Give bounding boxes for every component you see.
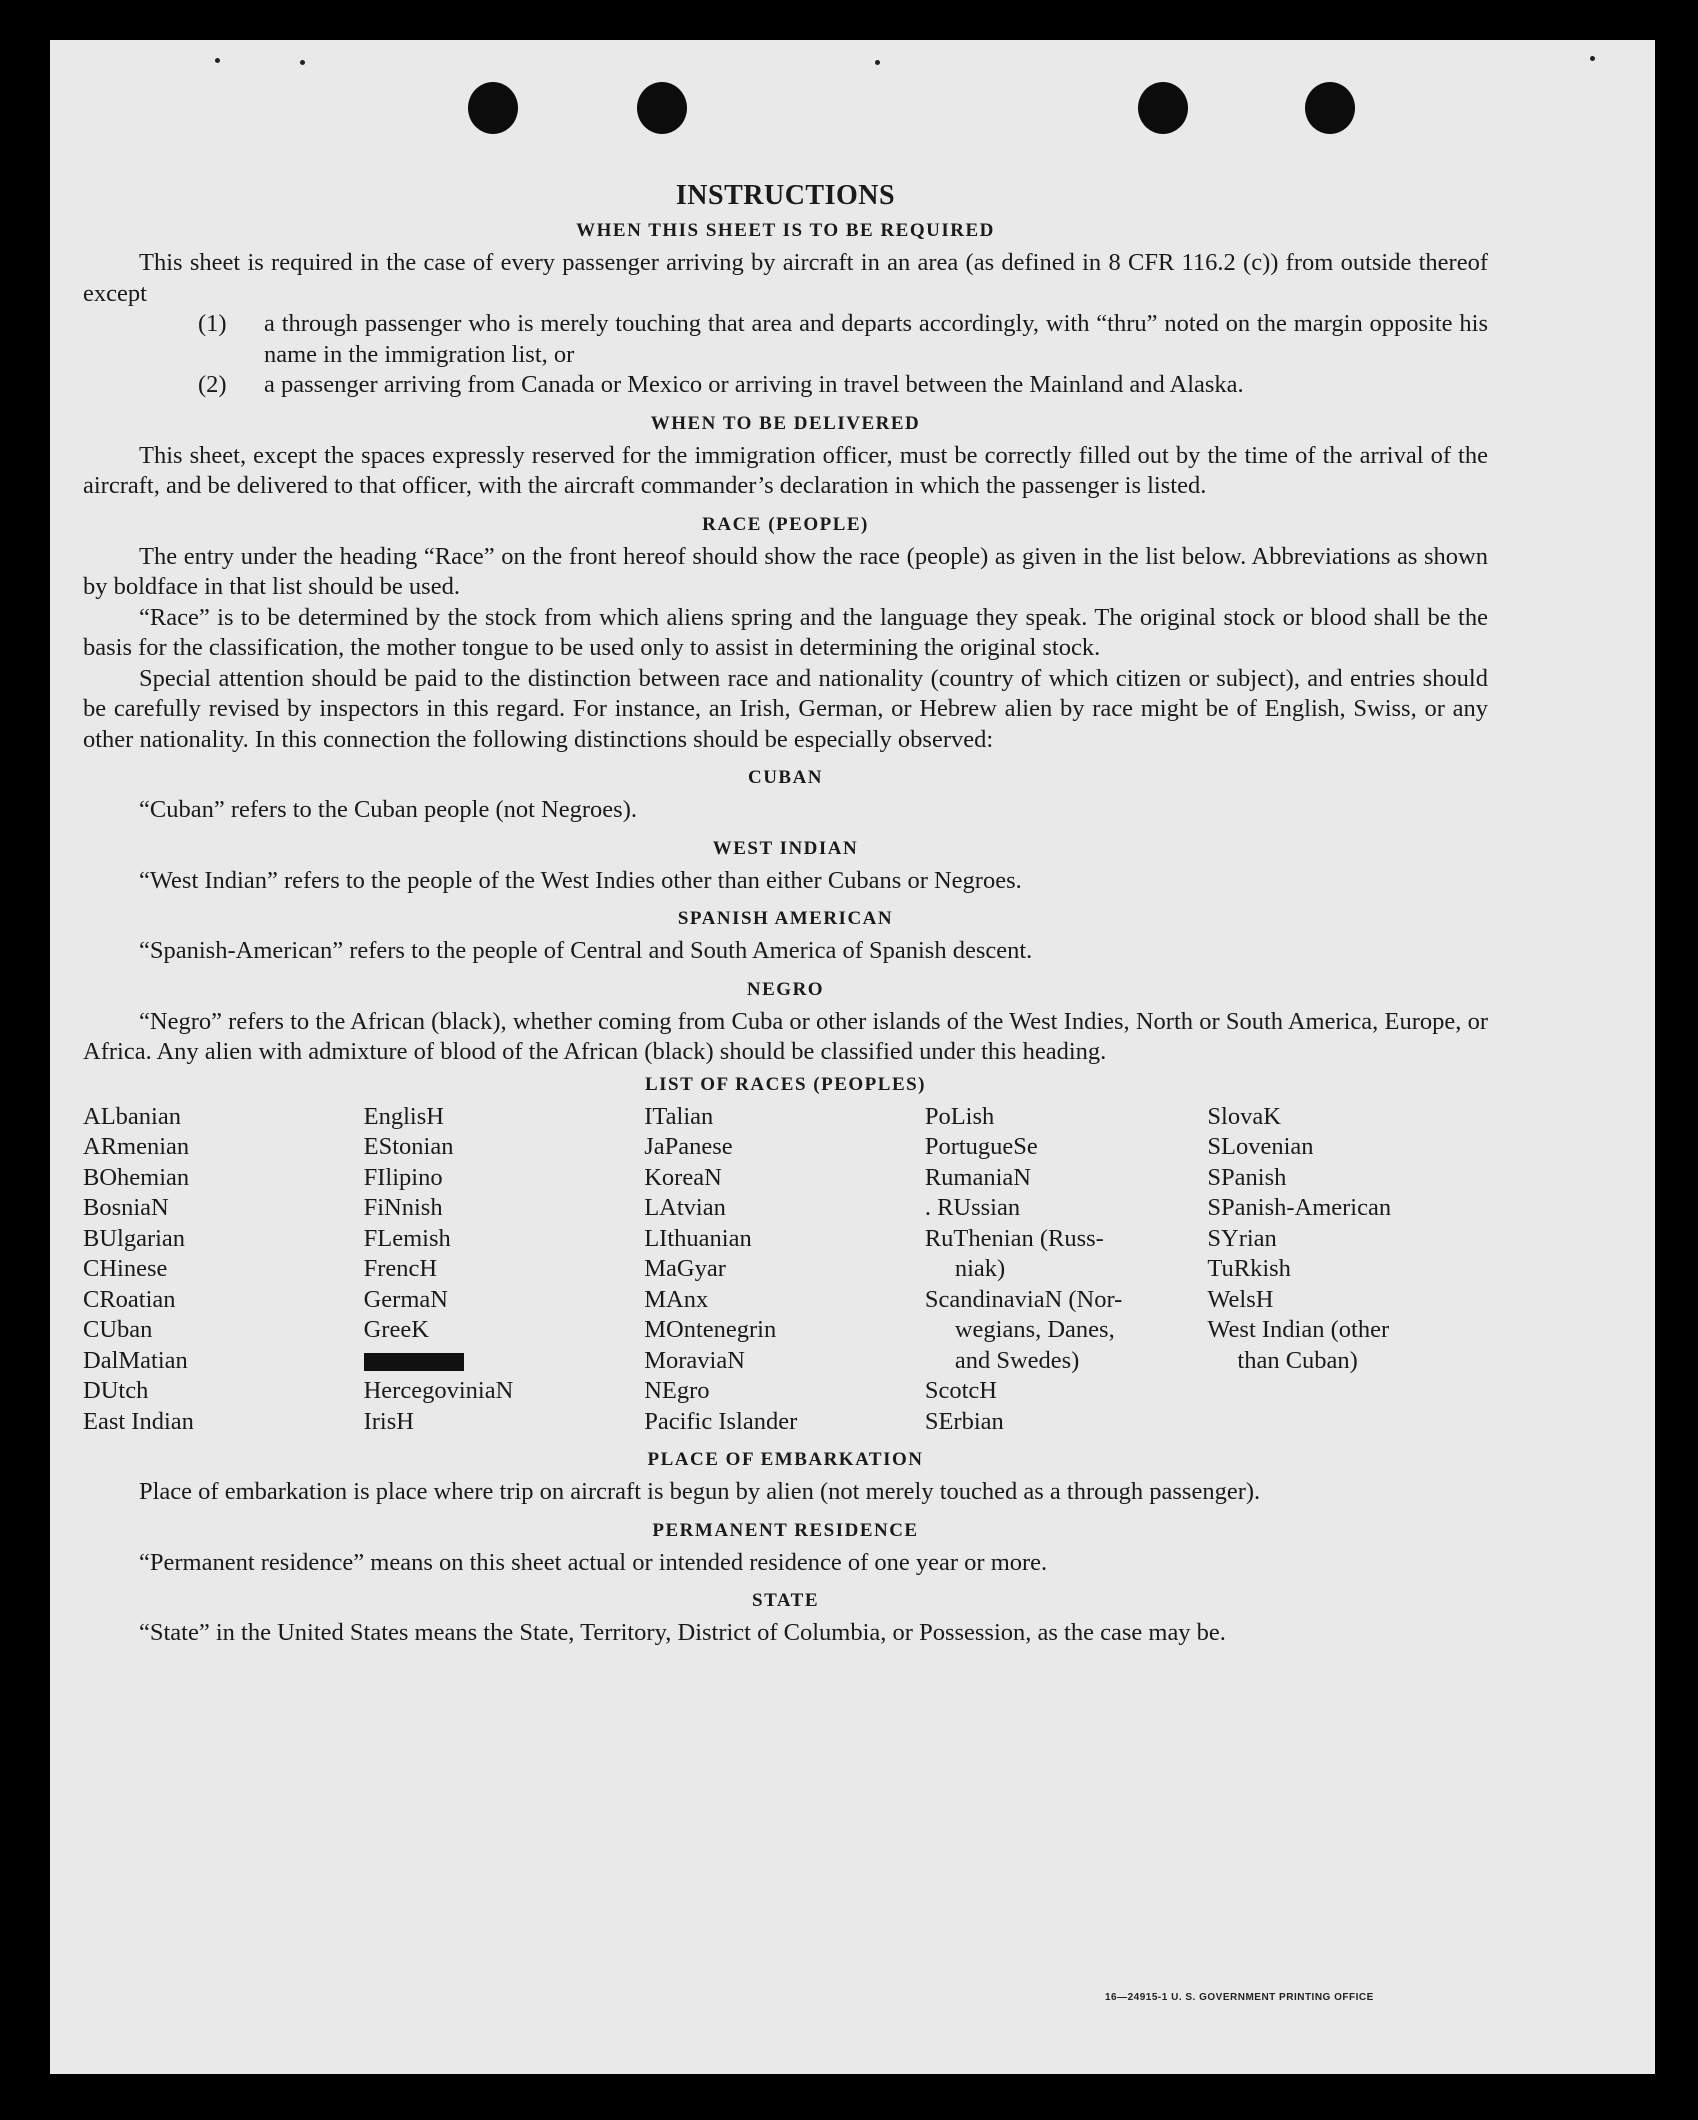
- section-heading-spanish-american: SPANISH AMERICAN: [677, 908, 894, 929]
- cuban-text: “Cuban” refers to the Cuban people (not Negroes).: [139, 796, 637, 823]
- section-heading-list: LIST OF RACES (PEOPLES): [644, 1073, 927, 1095]
- punch-hole: [1305, 82, 1355, 134]
- list-item: GreeK: [363, 1316, 429, 1343]
- speck: [215, 58, 220, 63]
- redaction-mark: [364, 1353, 464, 1371]
- race-paragraph-3: Special attention should be paid to the distinction between race and nationality (country of which citizen or subject), and entries should be carefully revised by inspectors in this regard. For instance, an Irish, German, or Hebrew alien by race might be of English, Swiss, or any other nationality. In this connection the following distinctions should be especially observed:: [83, 664, 1488, 753]
- section-heading-required: WHEN THIS SHEET IS TO BE REQUIRED: [576, 220, 995, 241]
- list-item: SPanish: [1207, 1163, 1287, 1191]
- races-column-4: [925, 1102, 1208, 1438]
- list-item: East Indian: [83, 1407, 194, 1435]
- list-item: ARmenian: [83, 1133, 190, 1160]
- section-heading-negro: NEGRO: [746, 978, 825, 1000]
- list-item: WelsH: [1207, 1285, 1274, 1313]
- punch-hole: [1138, 82, 1188, 134]
- list-item: CHinese: [83, 1255, 168, 1282]
- list-item: IrisH: [363, 1407, 414, 1435]
- west-indian-text: “West Indian” refers to the people of the West Indies other than either Cubans or Negroes.: [139, 866, 1022, 894]
- list-item: EStonian: [363, 1133, 454, 1160]
- list-item: ITalian: [644, 1102, 714, 1130]
- list-item-continuation: niak): [954, 1255, 1006, 1282]
- list-item: MoraviaN: [644, 1346, 745, 1374]
- list-item: BUlgarian: [83, 1224, 186, 1252]
- races-column-5: [1207, 1102, 1488, 1438]
- residence-text: “Permanent residence” means on this sheet actual or intended residence of one year or more.: [139, 1548, 1048, 1576]
- list-item: RuThenian (Russ-: [924, 1224, 1104, 1252]
- races-column-2: [364, 1102, 645, 1438]
- delivered-text: This sheet, except the spaces expressly reserved for the immigration officer, must be correctly filled out by the time of the arrival of the aircraft, and be delivered to that officer, with the aircraft commander’s declaration in which the passenger is listed.: [83, 441, 1488, 499]
- state-text: “State” in the United States means the State, Territory, District of Columbia, or Possession, as the case may be.: [139, 1619, 1226, 1646]
- list-item: ScotcH: [924, 1377, 997, 1404]
- races-column-3: [644, 1102, 925, 1438]
- list-item: TuRkish: [1207, 1255, 1291, 1282]
- list-item: SLovenian: [1207, 1133, 1314, 1160]
- clause-1: [198, 309, 1488, 370]
- redacted-item: [364, 1346, 645, 1377]
- list-item: SYrian: [1207, 1224, 1277, 1252]
- list-item: NEgro: [644, 1377, 710, 1404]
- negro-text: “Negro” refers to the African (black), whether coming from Cuba or other islands of the West Indies, North or South America, Europe, or Africa. Any alien with admixture of blood of the African (black) should be classified under this heading.: [83, 1007, 1488, 1065]
- list-item: LIthuanian: [644, 1224, 752, 1252]
- list-item: EnglisH: [363, 1102, 444, 1130]
- list-item: LAtvian: [644, 1194, 726, 1221]
- list-item: MaGyar: [644, 1255, 726, 1282]
- list-item: . RUssian: [924, 1194, 1021, 1221]
- clause-text: a passenger arriving from Canada or Mexico or arriving in travel between the Mainland and Alaska.: [264, 371, 1244, 398]
- list-item: West Indian (other: [1207, 1316, 1390, 1343]
- section-heading-residence: PERMANENT RESIDENCE: [652, 1519, 919, 1541]
- speck: [875, 60, 880, 65]
- list-item: GermaN: [363, 1285, 448, 1313]
- spanish-american-text: “Spanish-American” refers to the people of Central and South America of Spanish descent.: [139, 937, 1033, 964]
- race-paragraph-2: “Race” is to be determined by the stock from which aliens spring and the language they speak. The original stock or blood shall be the basis for the classification, the mother tongue to be used only to assist in determining the original stock.: [83, 603, 1488, 661]
- clause-text: a through passenger who is merely touching that area and departs accordingly, with “thru” noted on the margin opposite his name in the immigration list, or: [264, 310, 1488, 368]
- clause-number: (1): [198, 310, 227, 337]
- section-heading-race: RACE (PEOPLE): [702, 513, 869, 535]
- races-column-1: [83, 1102, 364, 1438]
- list-item: BosniaN: [83, 1194, 169, 1221]
- list-item: FLemish: [363, 1224, 451, 1252]
- list-item: DUtch: [83, 1377, 149, 1404]
- clause-2: [198, 370, 1488, 401]
- list-item: RumaniaN: [924, 1163, 1031, 1191]
- printing-office-footer: 16—24915-1 U. S. GOVERNMENT PRINTING OFFICE: [1105, 1992, 1374, 2003]
- section-heading-west-indian: WEST INDIAN: [712, 837, 859, 859]
- list-item: SlovaK: [1207, 1102, 1281, 1130]
- list-item: Pacific Islander: [644, 1407, 798, 1435]
- list-item: BOhemian: [83, 1163, 190, 1191]
- clause-number: (2): [198, 371, 227, 398]
- instructions-content: [83, 178, 1488, 1649]
- races-list: [83, 1102, 1488, 1438]
- race-paragraph-1: The entry under the heading “Race” on the front hereof should show the race (people) as given in the list below. Abbreviations as shown by boldface in that list should be used.: [83, 542, 1488, 600]
- list-item: DalMatian: [83, 1346, 188, 1374]
- list-item: MOntenegrin: [644, 1316, 777, 1343]
- document-page: [50, 40, 1655, 2074]
- list-item: CRoatian: [83, 1285, 176, 1313]
- list-item: HercegoviniaN: [363, 1377, 514, 1404]
- section-heading-state: STATE: [752, 1590, 819, 1611]
- list-item-continuation: and Swedes): [954, 1346, 1080, 1374]
- section-heading-cuban: CUBAN: [747, 767, 824, 788]
- list-item: SErbian: [924, 1407, 1004, 1435]
- list-item: PortugueSe: [924, 1133, 1038, 1160]
- speck: [1590, 56, 1595, 61]
- speck: [300, 60, 305, 65]
- punch-hole: [637, 82, 687, 134]
- list-item: JaPanese: [644, 1133, 733, 1160]
- list-item: ALbanian: [83, 1102, 181, 1130]
- embarkation-text: Place of embarkation is place where trip on aircraft is begun by alien (not merely touched as a through passenger).: [139, 1478, 1261, 1505]
- list-item: CUban: [83, 1316, 153, 1343]
- list-item-continuation: wegians, Danes,: [954, 1316, 1115, 1343]
- list-item: MAnx: [644, 1285, 709, 1313]
- required-intro: This sheet is required in the case of every passenger arriving by aircraft in an area (as defined in 8 CFR 116.2 (c)) from outside thereof except: [83, 249, 1488, 307]
- section-heading-embarkation: PLACE OF EMBARKATION: [647, 1449, 924, 1470]
- page-title: INSTRUCTIONS: [675, 180, 896, 211]
- list-item: KoreaN: [644, 1163, 722, 1191]
- list-item: FiNnish: [363, 1194, 443, 1221]
- punch-hole: [468, 82, 518, 134]
- list-item: FIlipino: [363, 1163, 443, 1191]
- list-item-continuation: than Cuban): [1237, 1346, 1358, 1374]
- list-item: FrencH: [363, 1255, 438, 1282]
- list-item: ScandinaviaN (Nor-: [924, 1285, 1123, 1313]
- list-item: PoLish: [924, 1102, 995, 1130]
- list-item: SPanish-American: [1207, 1194, 1392, 1221]
- section-heading-delivered: WHEN TO BE DELIVERED: [650, 412, 921, 434]
